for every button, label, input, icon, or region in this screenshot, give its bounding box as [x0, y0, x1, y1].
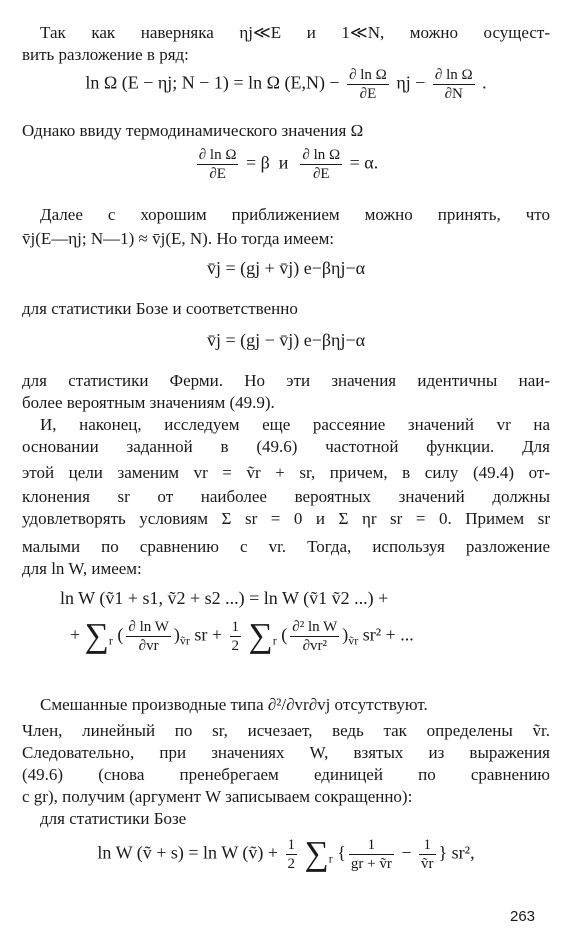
fraction-numerator: 1	[349, 836, 394, 855]
formula-part: и	[278, 152, 289, 173]
formula-part: sr +	[194, 624, 223, 645]
formula-part: ln W (ṽ + s) = ln W (ṽ) +	[97, 842, 279, 863]
fraction-numerator: ∂ ln W	[128, 619, 169, 635]
text-line: для статистики Бозе и соответственно	[22, 299, 298, 318]
fraction-numerator: ∂ ln Ω	[434, 67, 473, 83]
page-number: 263	[510, 908, 536, 925]
fraction-denominator: 2	[287, 856, 296, 872]
fraction-numerator: ∂ ln Ω	[349, 67, 387, 83]
fraction	[197, 146, 239, 183]
text-line: Далее с хорошим приближением можно принять, что	[40, 205, 550, 224]
formula-part: )	[173, 624, 180, 645]
fraction-numerator: 1	[419, 836, 436, 855]
fraction-denominator: ∂vr	[138, 638, 159, 654]
formula-part: = α.	[349, 152, 379, 173]
fraction	[126, 618, 170, 655]
text-line: малыми по сравнению с vr. Тогда, используя разложение	[22, 537, 550, 556]
fraction-numerator: 1	[287, 837, 296, 853]
text-line: вить разложение в ряд:	[22, 45, 189, 64]
text-line: удовлетворять условиям Σ sr = 0 и Σ ηr sr = 0. Примем sr	[22, 509, 550, 528]
text-line: основании заданной в (49.6) частотной функции. Для	[22, 437, 550, 456]
formula-part: {	[337, 842, 346, 863]
fraction	[347, 66, 389, 103]
fraction-numerator: ∂ ln Ω	[302, 147, 341, 163]
fraction	[419, 836, 436, 873]
subscript: ṽr	[179, 633, 190, 648]
formula-thermo	[22, 146, 550, 183]
formula-lnW-expansion: ln W (ṽ1 + s1, ṽ2 + s2 ...) = ln W (ṽ1 ṽ2 ...) +	[60, 588, 389, 608]
fraction-numerator: ∂² ln W	[292, 619, 338, 635]
text-line: этой цели заменим vr = ṽr + sr, причем, в силу (49.4) от-	[22, 463, 550, 482]
sum-index: r	[328, 851, 333, 866]
formula-fermi: v̄j = (gj − v̄j) e−βηj−α	[206, 330, 366, 350]
formula-bose: v̄j = (gj + v̄j) e−βηj−α	[206, 258, 366, 278]
sum-index: r	[272, 633, 277, 648]
text-line: для статистики Ферми. Но эти значения идентичны наи-	[22, 371, 550, 390]
fraction	[300, 146, 342, 183]
sum-symbol: ∑	[84, 617, 109, 655]
formula-part: = β	[245, 152, 270, 173]
text-line: (49.6) (снова пренебрегаем единицей по сравнению	[22, 765, 550, 784]
formula-part: −	[401, 842, 412, 863]
formula-lnW-sums	[70, 618, 540, 655]
formula-bose-result	[22, 836, 550, 873]
text-line: Однако ввиду термодинамического значения Ω	[22, 121, 364, 140]
fraction-denominator: ∂vr²	[302, 638, 327, 654]
formula-part: .	[482, 72, 487, 93]
fraction-denominator: ṽr	[421, 856, 434, 872]
fraction-denominator: 2	[231, 638, 240, 654]
fraction-denominator: ∂E	[359, 86, 377, 102]
sum-symbol: ∑	[248, 617, 273, 655]
fraction-denominator: gr + ṽr	[350, 856, 392, 872]
fraction-numerator: 1	[231, 619, 240, 635]
formula-part: sr²,	[451, 842, 475, 863]
formula-part: ηj −	[396, 72, 426, 93]
fraction-denominator: ∂E	[209, 166, 226, 182]
text-line: более вероятным значениям (49.9).	[22, 393, 275, 412]
text-line: v̄j(E—ηj; N—1) ≈ v̄j(E, N). Но тогда имеем:	[22, 229, 335, 248]
formula-part: sr² + ...	[362, 624, 414, 645]
fraction	[230, 618, 242, 655]
formula-expansion	[22, 66, 550, 103]
text-line: Смешанные производные типа ∂²/∂vr∂vj отсутствуют.	[40, 695, 428, 714]
formula-part: (	[117, 624, 124, 645]
fraction-denominator: ∂E	[313, 166, 330, 182]
fraction	[286, 836, 298, 873]
fraction-numerator: ∂ ln Ω	[198, 147, 237, 163]
text-line: для статистики Бозе	[40, 809, 187, 828]
text-line: для ln W, имеем:	[22, 559, 142, 578]
sum-index: r	[108, 633, 113, 648]
fraction-denominator: ∂N	[444, 86, 463, 102]
formula-part: ln Ω (E − ηj; N − 1) = ln Ω (E,N) −	[85, 72, 340, 93]
text-line: Следовательно, при значениях W, взятых из выражения	[22, 743, 550, 762]
formula-part: +	[70, 624, 81, 645]
text-line: И, наконец, исследуем еще рассеяние значений vr на	[40, 415, 550, 434]
formula-part: (	[281, 624, 288, 645]
subscript: ṽr	[348, 633, 359, 648]
fraction	[290, 618, 339, 655]
formula-part: }	[438, 842, 448, 863]
sum-symbol: ∑	[304, 835, 329, 873]
text-line: Так как наверняка ηj≪E и 1≪N, можно осущест-	[40, 23, 550, 42]
text-line: клонения sr от наиболее вероятных значений должны	[22, 487, 550, 506]
text-line: с gr), получим (аргумент W записываем сокращенно):	[22, 787, 413, 806]
formula-part: )	[342, 624, 349, 645]
fraction	[349, 836, 394, 873]
fraction	[433, 66, 475, 103]
text-line: Член, линейный по sr, исчезает, ведь так определены ṽr.	[22, 721, 550, 740]
